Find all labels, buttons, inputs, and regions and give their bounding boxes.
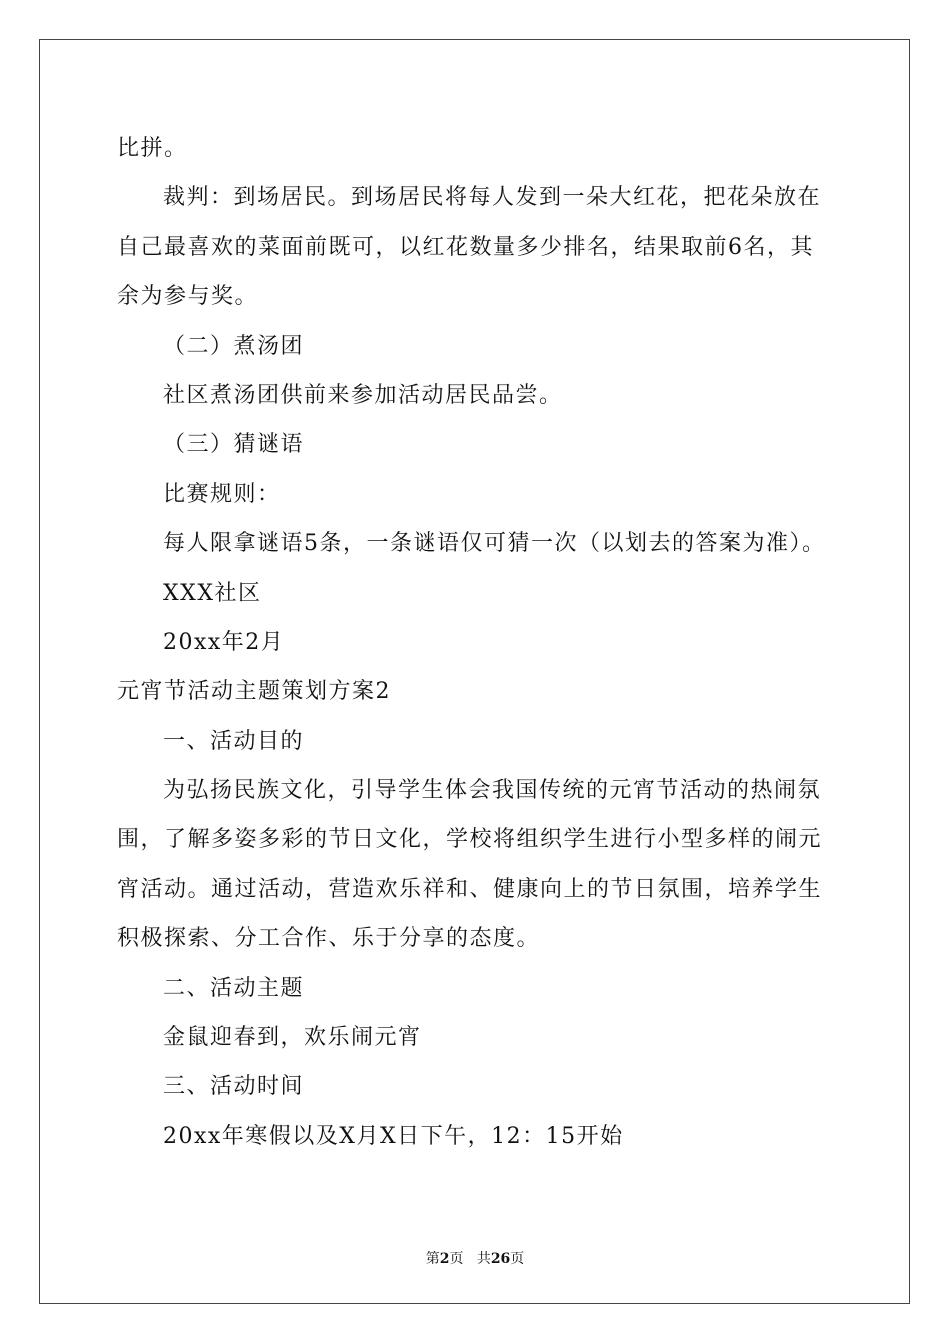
total-suffix: 页	[510, 1251, 525, 1267]
text-line: 比拼。	[117, 136, 188, 161]
text-line: 一、活动目的	[163, 728, 305, 754]
text-line: 为弘扬民族文化，引导学生体会我国传统的元宵节活动的热闹氛	[163, 778, 822, 804]
document-body	[117, 124, 837, 1161]
text-line: （三）猜谜语	[163, 432, 305, 458]
text-line: 二、活动主题	[163, 975, 305, 1001]
page-prefix: 第	[425, 1251, 440, 1267]
text-line: 20xx年寒假以及X月X日下午，12：15开始	[163, 1123, 624, 1149]
text-line: 积极探索、分工合作、乐于分享的态度。	[117, 926, 541, 952]
text-line: 每人限拿谜语5条，一条谜语仅可猜一次（以划去的答案为准）。	[163, 531, 826, 557]
text-line: 余为参与奖。	[117, 284, 259, 310]
text-line: 宵活动。通过活动，营造欢乐祥和、健康向上的节日氛围，培养学生	[117, 876, 823, 902]
page-footer	[0, 1248, 950, 1268]
total-pages: 26	[490, 1251, 511, 1267]
text-line: XXX社区	[163, 580, 262, 606]
text-line: 20xx年2月	[163, 629, 285, 655]
text-line: 自己最喜欢的菜面前既可，以红花数量多少排名，结果取前6名，其	[117, 234, 814, 260]
text-line: 社区煮汤团供前来参加活动居民品尝。	[163, 382, 563, 408]
text-line: 三、活动时间	[163, 1074, 305, 1100]
text-line: 元宵节活动主题策划方案2	[117, 679, 391, 705]
page-number: 2	[439, 1251, 450, 1267]
text-line: 金鼠迎春到，欢乐闹元宵	[163, 1025, 422, 1051]
text-line: 比赛规则：	[163, 481, 281, 507]
page-suffix: 页	[449, 1251, 464, 1267]
total-prefix: 共	[476, 1251, 491, 1267]
text-line: 围，了解多姿多彩的节日文化，学校将组织学生进行小型多样的闹元	[117, 827, 823, 853]
text-line: （二）煮汤团	[163, 333, 305, 359]
text-line: 裁判：到场居民。到场居民将每人发到一朵大红花，把花朵放在	[163, 185, 822, 211]
